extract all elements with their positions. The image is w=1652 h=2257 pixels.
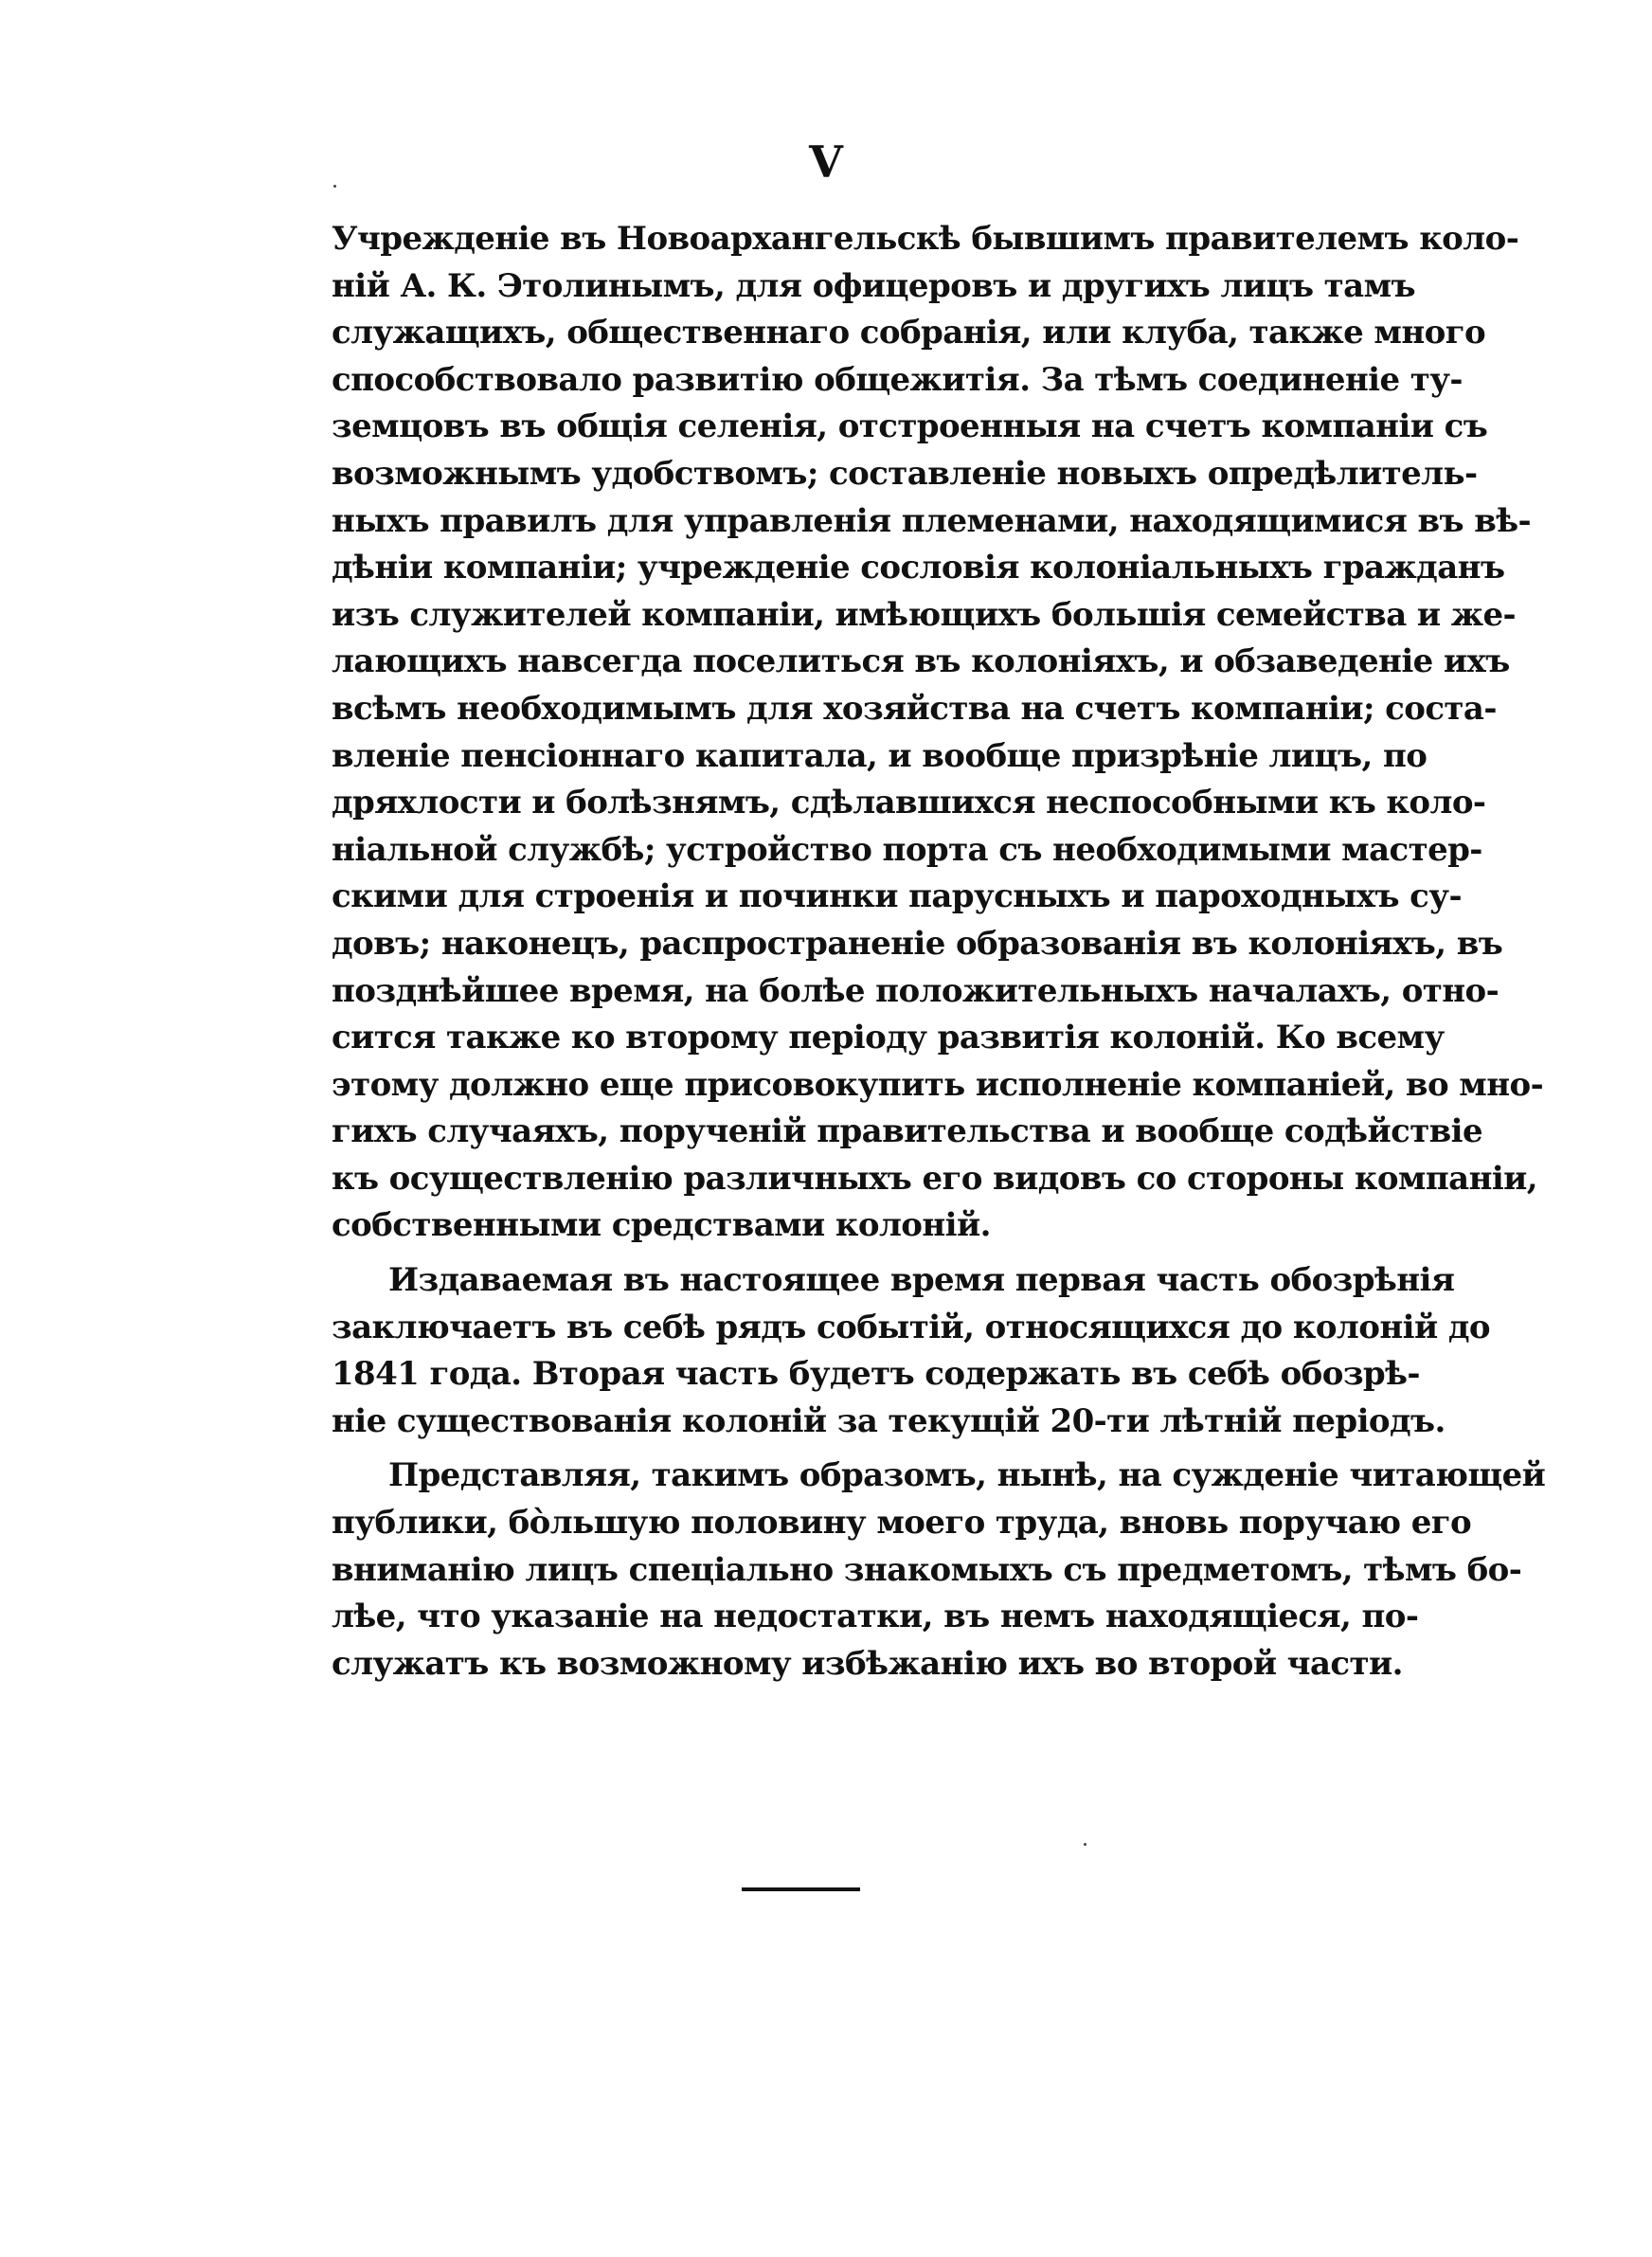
text-line: скими для строенія и починки парусныхъ и пароходныхъ су- <box>332 877 1462 916</box>
text-line: ныхъ правилъ для управленія племенами, находящимися въ вѣ- <box>332 501 1532 540</box>
print-speck <box>1084 1843 1086 1846</box>
text-line: лающихъ навсегда поселиться въ колоніяхъ, и обзаведеніе ихъ <box>332 642 1510 681</box>
text-line: Представляя, такимъ образомъ, нынѣ, на сужденіе читающей <box>388 1456 1546 1495</box>
text-line: служащихъ, общественнаго собранія, или клуба, также много <box>332 314 1486 352</box>
paragraph-1 <box>332 216 1544 1250</box>
text-line: 1841 года. Вторая часть будетъ содержать въ себѣ обозрѣ- <box>332 1355 1420 1394</box>
text-line: лѣе, что указаніе на недостатки, въ немъ находящіеся, по- <box>332 1598 1419 1636</box>
text-line: публики, бо̀льшую половину моего труда, вновь поручаю его <box>332 1504 1472 1543</box>
text-line: собственными средствами колоній. <box>332 1206 991 1245</box>
paragraph-3 <box>332 1453 1546 1688</box>
text-line: вленіе пенсіоннаго капитала, и вообще призрѣніе лицъ, по <box>332 736 1428 775</box>
text-line: этому должно еще присовокупить исполненіе компаніей, во мно- <box>332 1065 1544 1104</box>
page-number: V <box>809 136 843 188</box>
body-text <box>332 216 1546 1688</box>
text-line: способствовало развитію общежитія. За тѣмъ соединеніе ту- <box>332 360 1463 399</box>
text-line: изъ служителей компаніи, имѣющихъ большія семейства и же- <box>332 595 1516 634</box>
text-line: заключаетъ въ себѣ рядъ событій, относящихся до колоній до <box>332 1308 1490 1346</box>
text-line: позднѣйшее время, на болѣе положительныхъ началахъ, отно- <box>332 971 1499 1010</box>
text-line: ніальной службѣ; устройство порта съ необходимыми мастер- <box>332 830 1482 869</box>
paragraph-2 <box>332 1257 1490 1445</box>
print-speck <box>333 185 336 188</box>
text-line: ніе существованія колоній за текущій 20-ти лѣтній періодъ. <box>332 1401 1446 1440</box>
text-line: Учрежденіе въ Новоархангельскѣ бывшимъ правителемъ коло- <box>332 220 1519 258</box>
text-line: Издаваемая въ настоящее время первая часть обозрѣнія <box>388 1261 1455 1300</box>
text-line: земцовъ въ общія селенія, отстроенныя на счетъ компаніи съ <box>332 407 1488 446</box>
text-line: ній А. К. Этолинымъ, для офицеровъ и другихъ лицъ тамъ <box>332 266 1415 305</box>
text-line: гихъ случаяхъ, порученій правительства и вообще содѣйствіе <box>332 1112 1483 1151</box>
text-line: вниманію лицъ спеціально знакомыхъ съ предметомъ, тѣмъ бо- <box>332 1550 1522 1589</box>
text-line: дѣніи компаніи; учрежденіе сословія колоніальныхъ гражданъ <box>332 549 1505 587</box>
text-line: къ осуществленію различныхъ его видовъ со стороны компаніи, <box>332 1159 1538 1198</box>
text-line: сится также ко второму періоду развитія колоній. Ко всему <box>332 1019 1445 1057</box>
section-end-rule <box>742 1887 860 1891</box>
text-line: дряхлости и болѣзнямъ, сдѣлавшихся неспособными къ коло- <box>332 784 1486 822</box>
text-line: довъ; наконецъ, распространеніе образованія въ колоніяхъ, въ <box>332 924 1503 963</box>
text-line: служатъ къ возможному избѣжанію ихъ во второй части. <box>332 1644 1403 1683</box>
text-line: возможнымъ удобствомъ; составленіе новыхъ опредѣлитель- <box>332 454 1478 493</box>
text-line: всѣмъ необходимымъ для хозяйства на счетъ компаніи; соста- <box>332 689 1497 728</box>
